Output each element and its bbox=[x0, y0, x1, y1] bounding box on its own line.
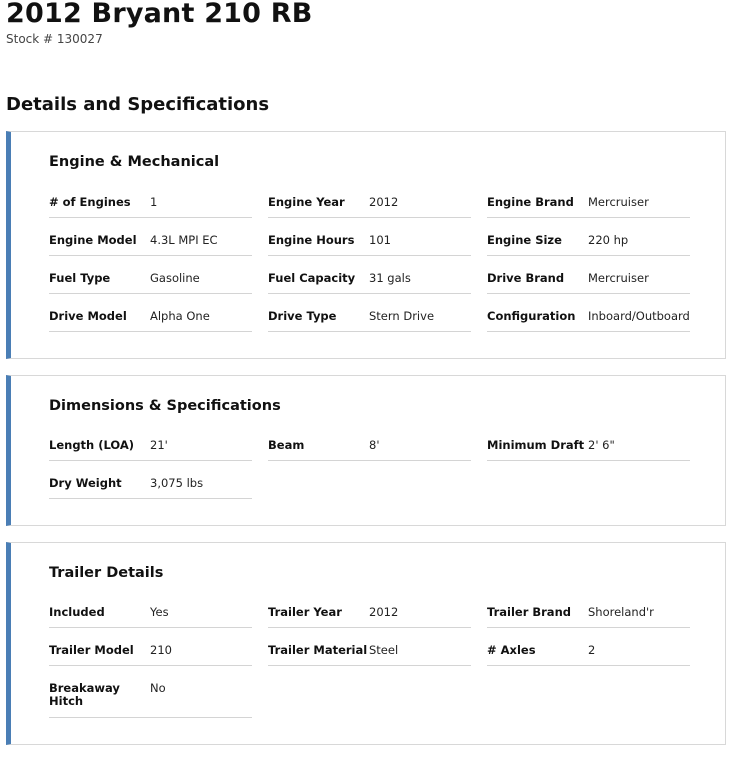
details-heading: Details and Specifications bbox=[6, 94, 270, 115]
spec-label: Trailer Brand bbox=[487, 605, 571, 619]
spec-label: Engine Size bbox=[487, 233, 562, 247]
spec-row bbox=[487, 234, 690, 256]
spec-value: Alpha One bbox=[150, 309, 210, 323]
trailer-details-title: Trailer Details bbox=[49, 565, 164, 581]
spec-value: Gasoline bbox=[150, 271, 200, 285]
spec-label: Included bbox=[49, 605, 105, 619]
spec-label: Fuel Type bbox=[49, 271, 111, 285]
spec-value: 4.3L MPI EC bbox=[150, 233, 218, 247]
spec-row bbox=[49, 606, 252, 628]
spec-row bbox=[268, 310, 471, 332]
spec-label: Fuel Capacity bbox=[268, 271, 356, 285]
spec-row bbox=[487, 439, 690, 461]
spec-value: Mercruiser bbox=[588, 271, 649, 285]
spec-row bbox=[49, 644, 252, 666]
spec-row bbox=[268, 644, 471, 666]
spec-row bbox=[49, 310, 252, 332]
spec-row bbox=[49, 196, 252, 218]
stock-number: Stock # 130027 bbox=[6, 32, 103, 46]
spec-label: Drive Brand bbox=[487, 271, 565, 285]
spec-label: Beam bbox=[268, 438, 305, 452]
spec-value: 2012 bbox=[369, 605, 399, 619]
spec-value: Mercruiser bbox=[588, 195, 649, 209]
engine-mechanical-title: Engine & Mechanical bbox=[49, 154, 220, 170]
spec-label: Dry Weight bbox=[49, 476, 122, 490]
spec-value: No bbox=[150, 681, 166, 695]
spec-row bbox=[49, 682, 252, 718]
spec-value: 210 bbox=[150, 643, 172, 657]
spec-value: Stern Drive bbox=[369, 309, 435, 323]
spec-label: Drive Model bbox=[49, 309, 127, 323]
spec-label: Engine Model bbox=[49, 233, 137, 247]
spec-value: 3,075 lbs bbox=[150, 476, 204, 490]
spec-value: 31 gals bbox=[369, 271, 411, 285]
spec-row bbox=[487, 272, 690, 294]
spec-value: 8' bbox=[369, 438, 380, 452]
spec-value: Inboard/Outboard bbox=[588, 309, 690, 323]
spec-row bbox=[49, 272, 252, 294]
spec-value: Steel bbox=[369, 643, 399, 657]
spec-label: Breakaway Hitch bbox=[49, 681, 120, 708]
spec-label: Engine Year bbox=[268, 195, 345, 209]
spec-row bbox=[49, 234, 252, 256]
spec-label: Engine Hours bbox=[268, 233, 355, 247]
trailer-details-card bbox=[6, 542, 726, 745]
spec-value: 220 hp bbox=[588, 233, 629, 247]
spec-value: Shoreland'r bbox=[588, 605, 654, 619]
spec-value: Yes bbox=[150, 605, 169, 619]
spec-value: 2' 6" bbox=[588, 438, 615, 452]
spec-label: # Axles bbox=[487, 643, 536, 657]
spec-label: Configuration bbox=[487, 309, 576, 323]
spec-value: 2 bbox=[588, 643, 596, 657]
spec-label: Trailer Model bbox=[49, 643, 134, 657]
spec-row bbox=[268, 439, 471, 461]
spec-row bbox=[487, 606, 690, 628]
page-title: 2012 Bryant 210 RB bbox=[6, 0, 313, 29]
spec-label: Drive Type bbox=[268, 309, 337, 323]
dimensions-card bbox=[6, 375, 726, 526]
spec-label: # of Engines bbox=[49, 195, 131, 209]
engine-mechanical-card bbox=[6, 131, 726, 359]
spec-label: Length (LOA) bbox=[49, 438, 135, 452]
spec-label: Minimum Draft bbox=[487, 438, 585, 452]
dimensions-title: Dimensions & Specifications bbox=[49, 398, 281, 414]
spec-row bbox=[487, 196, 690, 218]
spec-value: 1 bbox=[150, 195, 158, 209]
spec-row bbox=[268, 606, 471, 628]
spec-row bbox=[487, 310, 690, 332]
spec-row bbox=[268, 196, 471, 218]
spec-value: 2012 bbox=[369, 195, 399, 209]
spec-row bbox=[487, 644, 690, 666]
spec-value: 21' bbox=[150, 438, 168, 452]
spec-row bbox=[268, 272, 471, 294]
spec-row bbox=[49, 439, 252, 461]
spec-value: 101 bbox=[369, 233, 391, 247]
spec-label: Engine Brand bbox=[487, 195, 574, 209]
spec-row bbox=[49, 477, 252, 499]
spec-label: Trailer Year bbox=[268, 605, 342, 619]
spec-row bbox=[268, 234, 471, 256]
spec-label: Trailer Material bbox=[268, 643, 368, 657]
